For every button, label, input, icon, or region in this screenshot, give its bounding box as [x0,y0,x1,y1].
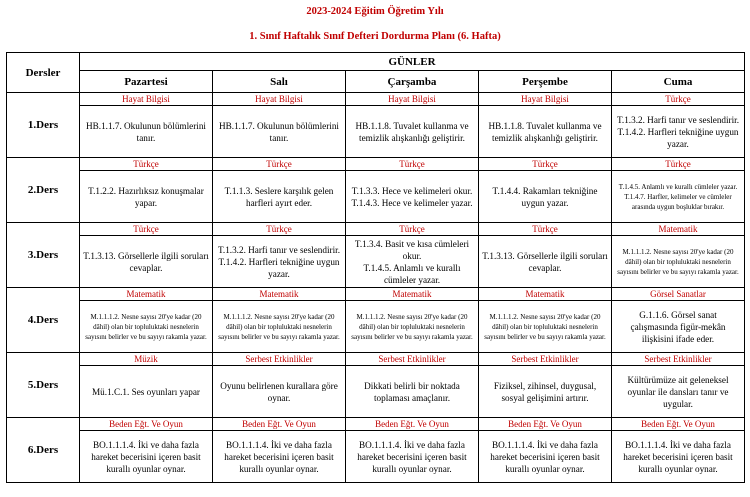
outcome-text: HB.1.1.7. Okulunun bölümlerini tanır. [86,120,206,143]
outcome-cell [479,366,612,418]
outcome-text: T.1.3.2. Harfi tanır ve seslendirir. [616,114,740,125]
subject-name: Matematik [80,288,213,301]
content-row [7,366,745,418]
outcome-text: G.1.1.6. Görsel sanat çalışmasında figür-mekân ilişkisini ifade eder. [630,309,726,344]
lessons-header: Dersler [7,53,80,93]
subject-name: Hayat Bilgisi [346,93,479,106]
day-header: Salı [213,71,346,93]
outcome-text: M.1.1.1.2. Nesne sayısı 20'ye kadar (20 dâhil) olan bir topluluktaki nesnelerin sayısını belirler ve bu sayıyı rakamla yazar. [484,312,606,341]
subject-row [7,158,745,171]
schedule-body [7,93,745,483]
outcome-cell [612,301,745,353]
subject-name: Türkçe [612,158,745,171]
subject-name: Türkçe [213,223,346,236]
subject-name: Beden Eğt. Ve Oyun [346,418,479,431]
outcome-text: BO.1.1.1.4. İki ve daha fazla hareket becerisini içeren basit kurallı oyunlar oynar. [490,439,600,474]
outcome-cell [612,431,745,483]
subject-name: Türkçe [479,223,612,236]
outcome-cell [346,106,479,158]
lesson-label: 1.Ders [7,93,80,158]
outcome-cell [80,301,213,353]
lesson-label: 5.Ders [7,353,80,418]
subject-row [7,353,745,366]
outcome-text: T.1.3.4. Basit ve kısa cümleleri okur. [354,238,470,261]
outcome-cell [80,236,213,288]
outcome-text: T.1.4.4. Rakamları tekniğine uygun yazar. [492,185,598,208]
outcome-cell [213,171,346,223]
outcome-text: T.1.4.3. Hece ve kelimeler yazar. [351,197,473,208]
subject-name: Türkçe [213,158,346,171]
subject-name: Türkçe [479,158,612,171]
content-row [7,236,745,288]
outcome-text: Mü.1.C.1. Ses oyunları yapar [92,386,200,397]
subject-name: Serbest Etkinlikler [346,353,479,366]
subject-row [7,223,745,236]
outcome-text: HB.1.1.8. Tuvalet kullanma ve temizlik alışkanlığı geliştirir. [488,120,602,143]
subject-name: Serbest Etkinlikler [213,353,346,366]
outcome-cell [479,171,612,223]
outcome-cell [213,366,346,418]
outcome-text: T.1.3.13. Görsellerle ilgili soruları cevaplar. [83,250,209,273]
content-row [7,301,745,353]
outcome-cell [346,236,479,288]
outcome-text: BO.1.1.1.4. İki ve daha fazla hareket becerisini içeren basit kurallı oyunlar oynar. [623,439,733,474]
outcome-cell [80,366,213,418]
subject-name: Türkçe [346,223,479,236]
outcome-text: T.1.2.2. Hazırlıksız konuşmalar yapar. [88,185,204,208]
days-header: GÜNLER [80,53,745,71]
subject-row [7,418,745,431]
schedule-table [6,52,745,483]
outcome-cell [346,171,479,223]
outcome-text: Oyunu belirlenen kurallara göre oynar. [220,380,338,403]
outcome-text: HB.1.1.7. Okulunun bölümlerini tanır. [219,120,339,143]
subject-name: Beden Eğt. Ve Oyun [612,418,745,431]
outcome-text: HB.1.1.8. Tuvalet kullanma ve temizlik alışkanlığı geliştirir. [355,120,469,143]
outcome-text: M.1.1.1.2. Nesne sayısı 20'ye kadar (20 dâhil) olan bir topluluktaki nesnelerin sayısını belirler ve bu sayıyı rakamla yazar. [85,312,207,341]
lesson-label: 4.Ders [7,288,80,353]
outcome-cell [612,236,745,288]
subject-name: Hayat Bilgisi [479,93,612,106]
content-row [7,431,745,483]
outcome-cell [479,301,612,353]
outcome-cell [612,366,745,418]
outcome-cell [612,171,745,223]
day-header: Perşembe [479,71,612,93]
outcome-cell [346,301,479,353]
outcome-text: Dikkati belirli bir noktada toplaması amaçlanır. [364,380,460,403]
subject-name: Serbest Etkinlikler [479,353,612,366]
outcome-text: T.1.4.7. Harfler, kelimeler ve cümleler arasında uygun boşluklar bırakır. [624,192,732,211]
outcome-text: Fiziksel, zihinsel, duygusal, sosyal gelişimini artırır. [493,380,597,403]
subject-name: Beden Eğt. Ve Oyun [80,418,213,431]
subject-name: Matematik [612,223,745,236]
outcome-text: T.1.4.2. Harfleri tekniğine uygun yazar. [218,256,340,279]
outcome-text: Kültürümüze ait geleneksel oyunlar ile dansları tanır ve uygular. [627,374,729,409]
outcome-cell [213,236,346,288]
outcome-cell [80,431,213,483]
content-row [7,106,745,158]
day-header: Çarşamba [346,71,479,93]
outcome-cell [80,171,213,223]
subject-row [7,93,745,106]
outcome-cell [479,431,612,483]
lesson-label: 6.Ders [7,418,80,483]
outcome-text: T.1.3.2. Harfi tanır ve seslendirir. [217,244,341,255]
subject-name: Hayat Bilgisi [80,93,213,106]
subject-row [7,288,745,301]
subject-name: Matematik [213,288,346,301]
outcome-text: M.1.1.1.2. Nesne sayısı 20'ye kadar (20 dâhil) olan bir topluluktaki nesnelerin sayısını belirler ve bu sayıyı rakamla yazar. [617,247,739,276]
outcome-text: M.1.1.1.2. Nesne sayısı 20'ye kadar (20 dâhil) olan bir topluluktaki nesnelerin sayısını belirler ve bu sayıyı rakamla yazar. [351,312,473,341]
outcome-text: T.1.4.5. Anlamlı ve kurallı cümleler yazar. [618,182,738,191]
subject-name: Görsel Sanatlar [612,288,745,301]
page-title: 2023-2024 Eğitim Öğretim Yılı [306,6,444,17]
outcome-cell [213,106,346,158]
subject-name: Beden Eğt. Ve Oyun [479,418,612,431]
subject-name: Müzik [80,353,213,366]
outcome-cell [213,431,346,483]
day-header: Cuma [612,71,745,93]
outcome-text: T.1.3.13. Görsellerle ilgili soruları cevaplar. [482,250,608,273]
outcome-text: T.1.3.3. Hece ve kelimeleri okur. [351,185,473,196]
day-header-row [7,71,745,93]
outcome-text: BO.1.1.1.4. İki ve daha fazla hareket becerisini içeren basit kurallı oyunlar oynar. [224,439,334,474]
subject-name: Matematik [346,288,479,301]
outcome-cell [479,106,612,158]
subject-name: Beden Eğt. Ve Oyun [213,418,346,431]
outcome-text: T.1.4.2. Harfleri tekniğine uygun yazar. [617,126,739,149]
subject-name: Türkçe [612,93,745,106]
outcome-cell [346,366,479,418]
outcome-cell [612,106,745,158]
day-header: Pazartesi [80,71,213,93]
subject-name: Matematik [479,288,612,301]
outcome-cell [80,106,213,158]
page-subtitle: 1. Sınıf Haftalık Sınıf Defteri Dordurma Planı (6. Hafta) [249,31,501,42]
outcome-text: M.1.1.1.2. Nesne sayısı 20'ye kadar (20 dâhil) olan bir topluluktaki nesnelerin sayısını belirler ve bu sayıyı rakamla yazar. [218,312,340,341]
content-row [7,171,745,223]
subject-name: Hayat Bilgisi [213,93,346,106]
lesson-label: 2.Ders [7,158,80,223]
outcome-cell [213,301,346,353]
outcome-text: BO.1.1.1.4. İki ve daha fazla hareket becerisini içeren basit kurallı oyunlar oynar. [357,439,467,474]
lesson-label: 3.Ders [7,223,80,288]
subject-name: Türkçe [80,158,213,171]
subject-name: Türkçe [346,158,479,171]
outcome-text: T.1.1.3. Seslere karşılık gelen harfleri ayırt eder. [224,185,334,208]
subject-name: Türkçe [80,223,213,236]
outcome-cell [346,431,479,483]
outcome-text: BO.1.1.1.4. İki ve daha fazla hareket becerisini içeren basit kurallı oyunlar oynar. [91,439,201,474]
outcome-text: T.1.4.5. Anlamlı ve kurallı cümleler yazar. [363,262,461,285]
subject-name: Serbest Etkinlikler [612,353,745,366]
outcome-cell [479,236,612,288]
